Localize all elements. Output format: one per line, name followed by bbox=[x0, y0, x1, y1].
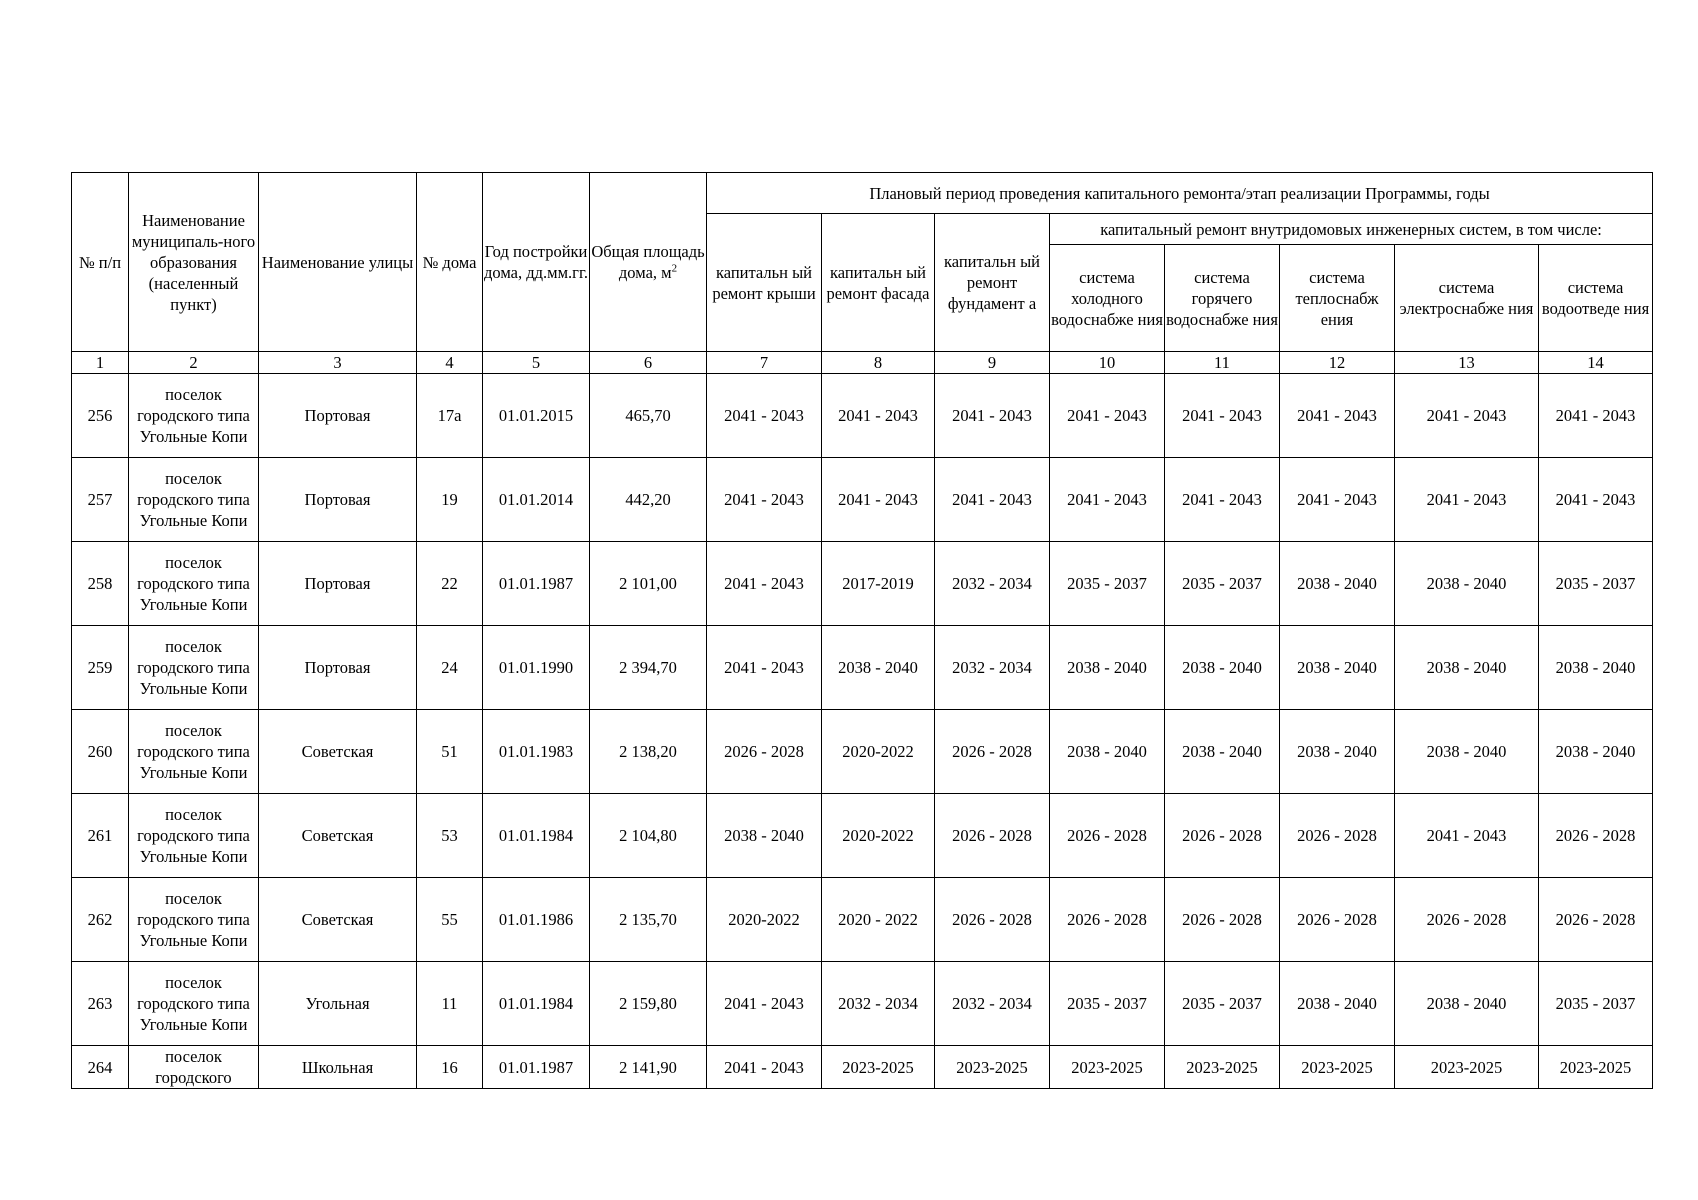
municipality-cell: поселок городского типа Угольные Копи bbox=[129, 458, 259, 542]
row-number: 261 bbox=[72, 794, 129, 878]
row-number: 256 bbox=[72, 374, 129, 458]
column-number: 12 bbox=[1280, 352, 1395, 374]
foundation-period-cell: 2041 - 2043 bbox=[935, 374, 1050, 458]
street-cell: Советская bbox=[259, 878, 417, 962]
electric-period-cell: 2041 - 2043 bbox=[1395, 374, 1539, 458]
area-cell: 2 138,20 bbox=[590, 710, 707, 794]
house-number-cell: 53 bbox=[417, 794, 483, 878]
roof-period-cell: 2041 - 2043 bbox=[707, 542, 822, 626]
table-row bbox=[72, 878, 1653, 962]
table-header bbox=[72, 173, 1653, 374]
build-year-cell: 01.01.2014 bbox=[483, 458, 590, 542]
column-number: 14 bbox=[1539, 352, 1653, 374]
header-street: Наименование улицы bbox=[259, 173, 417, 352]
table-row bbox=[72, 962, 1653, 1046]
street-cell: Портовая bbox=[259, 542, 417, 626]
cold-water-period-cell: 2026 - 2028 bbox=[1050, 878, 1165, 962]
facade-period-cell: 2041 - 2043 bbox=[822, 374, 935, 458]
cold-water-period-cell: 2041 - 2043 bbox=[1050, 458, 1165, 542]
house-number-cell: 24 bbox=[417, 626, 483, 710]
column-number: 8 bbox=[822, 352, 935, 374]
municipality-cell: поселок городского типа Угольные Копи bbox=[129, 710, 259, 794]
area-cell: 2 104,80 bbox=[590, 794, 707, 878]
hot-water-period-cell: 2023-2025 bbox=[1165, 1046, 1280, 1089]
street-cell: Школьная bbox=[259, 1046, 417, 1089]
house-number-cell: 17а bbox=[417, 374, 483, 458]
house-number-cell: 55 bbox=[417, 878, 483, 962]
hot-water-period-cell: 2035 - 2037 bbox=[1165, 542, 1280, 626]
hot-water-period-cell: 2041 - 2043 bbox=[1165, 458, 1280, 542]
row-number: 264 bbox=[72, 1046, 129, 1089]
row-number: 262 bbox=[72, 878, 129, 962]
roof-period-cell: 2041 - 2043 bbox=[707, 458, 822, 542]
roof-period-cell: 2041 - 2043 bbox=[707, 374, 822, 458]
sewer-period-cell: 2026 - 2028 bbox=[1539, 878, 1653, 962]
sewer-period-cell: 2041 - 2043 bbox=[1539, 374, 1653, 458]
area-cell: 2 141,90 bbox=[590, 1046, 707, 1089]
heating-period-cell: 2026 - 2028 bbox=[1280, 794, 1395, 878]
street-cell: Портовая bbox=[259, 374, 417, 458]
column-number: 3 bbox=[259, 352, 417, 374]
roof-period-cell: 2026 - 2028 bbox=[707, 710, 822, 794]
street-cell: Советская bbox=[259, 794, 417, 878]
column-number: 4 bbox=[417, 352, 483, 374]
sewer-period-cell: 2038 - 2040 bbox=[1539, 626, 1653, 710]
build-year-cell: 01.01.1987 bbox=[483, 542, 590, 626]
area-cell: 442,20 bbox=[590, 458, 707, 542]
electric-period-cell: 2038 - 2040 bbox=[1395, 542, 1539, 626]
sewer-period-cell: 2041 - 2043 bbox=[1539, 458, 1653, 542]
header-foundation: капитальн ый ремонт фундамент а bbox=[935, 214, 1050, 352]
table-row bbox=[72, 542, 1653, 626]
heating-period-cell: 2038 - 2040 bbox=[1280, 626, 1395, 710]
build-year-cell: 01.01.2015 bbox=[483, 374, 590, 458]
heating-period-cell: 2038 - 2040 bbox=[1280, 542, 1395, 626]
row-number: 263 bbox=[72, 962, 129, 1046]
column-number: 2 bbox=[129, 352, 259, 374]
foundation-period-cell: 2032 - 2034 bbox=[935, 962, 1050, 1046]
facade-period-cell: 2017-2019 bbox=[822, 542, 935, 626]
row-number: 259 bbox=[72, 626, 129, 710]
cold-water-period-cell: 2038 - 2040 bbox=[1050, 626, 1165, 710]
build-year-cell: 01.01.1984 bbox=[483, 962, 590, 1046]
street-cell: Портовая bbox=[259, 458, 417, 542]
build-year-cell: 01.01.1987 bbox=[483, 1046, 590, 1089]
roof-period-cell: 2041 - 2043 bbox=[707, 626, 822, 710]
row-number: 260 bbox=[72, 710, 129, 794]
hot-water-period-cell: 2035 - 2037 bbox=[1165, 962, 1280, 1046]
foundation-period-cell: 2032 - 2034 bbox=[935, 626, 1050, 710]
municipality-cell: поселок городского типа Угольные Копи bbox=[129, 374, 259, 458]
foundation-period-cell: 2023-2025 bbox=[935, 1046, 1050, 1089]
header-num: № п/п bbox=[72, 173, 129, 352]
facade-period-cell: 2032 - 2034 bbox=[822, 962, 935, 1046]
roof-period-cell: 2038 - 2040 bbox=[707, 794, 822, 878]
heating-period-cell: 2041 - 2043 bbox=[1280, 374, 1395, 458]
header-facade: капитальн ый ремонт фасада bbox=[822, 214, 935, 352]
street-cell: Угольная bbox=[259, 962, 417, 1046]
header-plan-period: Плановый период проведения капитального ремонта/этап реализации Программы, годы bbox=[707, 173, 1653, 214]
hot-water-period-cell: 2041 - 2043 bbox=[1165, 374, 1280, 458]
table-body bbox=[72, 374, 1653, 1089]
column-number: 7 bbox=[707, 352, 822, 374]
area-cell: 2 101,00 bbox=[590, 542, 707, 626]
header-municipality: Наименование муниципаль-ного образования (населенный пункт) bbox=[129, 173, 259, 352]
header-year: Год постройки дома, дд.мм.гг. bbox=[483, 173, 590, 352]
table-row bbox=[72, 374, 1653, 458]
municipality-cell: поселок городского типа Угольные Копи bbox=[129, 542, 259, 626]
facade-period-cell: 2020 - 2022 bbox=[822, 878, 935, 962]
heating-period-cell: 2026 - 2028 bbox=[1280, 878, 1395, 962]
header-roof: капитальн ый ремонт крыши bbox=[707, 214, 822, 352]
cold-water-period-cell: 2035 - 2037 bbox=[1050, 962, 1165, 1046]
header-engineering: капитальный ремонт внутридомовых инженерных систем, в том числе: bbox=[1050, 214, 1653, 245]
facade-period-cell: 2038 - 2040 bbox=[822, 626, 935, 710]
row-number: 258 bbox=[72, 542, 129, 626]
foundation-period-cell: 2041 - 2043 bbox=[935, 458, 1050, 542]
header-sewer: система водоотведе ния bbox=[1539, 245, 1653, 352]
header-hot-water: система горячего водоснабже ния bbox=[1165, 245, 1280, 352]
foundation-period-cell: 2026 - 2028 bbox=[935, 878, 1050, 962]
column-number: 6 bbox=[590, 352, 707, 374]
table-row bbox=[72, 626, 1653, 710]
roof-period-cell: 2041 - 2043 bbox=[707, 1046, 822, 1089]
street-cell: Портовая bbox=[259, 626, 417, 710]
roof-period-cell: 2041 - 2043 bbox=[707, 962, 822, 1046]
header-area-text: Общая площадь дома, м bbox=[591, 242, 705, 282]
house-number-cell: 19 bbox=[417, 458, 483, 542]
municipality-cell: поселок городского типа Угольные Копи bbox=[129, 794, 259, 878]
sewer-period-cell: 2035 - 2037 bbox=[1539, 542, 1653, 626]
cold-water-period-cell: 2023-2025 bbox=[1050, 1046, 1165, 1089]
column-number: 1 bbox=[72, 352, 129, 374]
table-row bbox=[72, 794, 1653, 878]
build-year-cell: 01.01.1984 bbox=[483, 794, 590, 878]
header-area-sup: 2 bbox=[671, 262, 678, 275]
municipality-cell: поселок городского bbox=[129, 1046, 259, 1089]
heating-period-cell: 2041 - 2043 bbox=[1280, 458, 1395, 542]
column-number: 9 bbox=[935, 352, 1050, 374]
column-number-row bbox=[72, 352, 1653, 374]
hot-water-period-cell: 2038 - 2040 bbox=[1165, 710, 1280, 794]
facade-period-cell: 2041 - 2043 bbox=[822, 458, 935, 542]
foundation-period-cell: 2026 - 2028 bbox=[935, 710, 1050, 794]
hot-water-period-cell: 2026 - 2028 bbox=[1165, 878, 1280, 962]
electric-period-cell: 2038 - 2040 bbox=[1395, 626, 1539, 710]
area-cell: 2 159,80 bbox=[590, 962, 707, 1046]
electric-period-cell: 2038 - 2040 bbox=[1395, 710, 1539, 794]
house-number-cell: 16 bbox=[417, 1046, 483, 1089]
row-number: 257 bbox=[72, 458, 129, 542]
header-cold-water: система холодного водоснабже ния bbox=[1050, 245, 1165, 352]
header-electric: система электроснабже ния bbox=[1395, 245, 1539, 352]
heating-period-cell: 2038 - 2040 bbox=[1280, 962, 1395, 1046]
header-house: № дома bbox=[417, 173, 483, 352]
column-number: 11 bbox=[1165, 352, 1280, 374]
area-cell: 465,70 bbox=[590, 374, 707, 458]
build-year-cell: 01.01.1983 bbox=[483, 710, 590, 794]
cold-water-period-cell: 2035 - 2037 bbox=[1050, 542, 1165, 626]
capital-repair-plan-table bbox=[71, 172, 1653, 1089]
electric-period-cell: 2041 - 2043 bbox=[1395, 458, 1539, 542]
area-cell: 2 394,70 bbox=[590, 626, 707, 710]
header-area bbox=[590, 173, 707, 352]
facade-period-cell: 2023-2025 bbox=[822, 1046, 935, 1089]
roof-period-cell: 2020-2022 bbox=[707, 878, 822, 962]
header-heating: система теплоснабж ения bbox=[1280, 245, 1395, 352]
house-number-cell: 51 bbox=[417, 710, 483, 794]
heating-period-cell: 2038 - 2040 bbox=[1280, 710, 1395, 794]
sewer-period-cell: 2035 - 2037 bbox=[1539, 962, 1653, 1046]
table-row bbox=[72, 710, 1653, 794]
facade-period-cell: 2020-2022 bbox=[822, 710, 935, 794]
sewer-period-cell: 2026 - 2028 bbox=[1539, 794, 1653, 878]
municipality-cell: поселок городского типа Угольные Копи bbox=[129, 878, 259, 962]
column-number: 13 bbox=[1395, 352, 1539, 374]
electric-period-cell: 2023-2025 bbox=[1395, 1046, 1539, 1089]
cold-water-period-cell: 2041 - 2043 bbox=[1050, 374, 1165, 458]
build-year-cell: 01.01.1986 bbox=[483, 878, 590, 962]
hot-water-period-cell: 2026 - 2028 bbox=[1165, 794, 1280, 878]
electric-period-cell: 2038 - 2040 bbox=[1395, 962, 1539, 1046]
cold-water-period-cell: 2026 - 2028 bbox=[1050, 794, 1165, 878]
column-number: 10 bbox=[1050, 352, 1165, 374]
table-row bbox=[72, 458, 1653, 542]
hot-water-period-cell: 2038 - 2040 bbox=[1165, 626, 1280, 710]
house-number-cell: 22 bbox=[417, 542, 483, 626]
house-number-cell: 11 bbox=[417, 962, 483, 1046]
sewer-period-cell: 2038 - 2040 bbox=[1539, 710, 1653, 794]
foundation-period-cell: 2026 - 2028 bbox=[935, 794, 1050, 878]
build-year-cell: 01.01.1990 bbox=[483, 626, 590, 710]
cold-water-period-cell: 2038 - 2040 bbox=[1050, 710, 1165, 794]
municipality-cell: поселок городского типа Угольные Копи bbox=[129, 962, 259, 1046]
column-number: 5 bbox=[483, 352, 590, 374]
foundation-period-cell: 2032 - 2034 bbox=[935, 542, 1050, 626]
area-cell: 2 135,70 bbox=[590, 878, 707, 962]
heating-period-cell: 2023-2025 bbox=[1280, 1046, 1395, 1089]
table-row bbox=[72, 1046, 1653, 1089]
street-cell: Советская bbox=[259, 710, 417, 794]
sewer-period-cell: 2023-2025 bbox=[1539, 1046, 1653, 1089]
electric-period-cell: 2026 - 2028 bbox=[1395, 878, 1539, 962]
municipality-cell: поселок городского типа Угольные Копи bbox=[129, 626, 259, 710]
electric-period-cell: 2041 - 2043 bbox=[1395, 794, 1539, 878]
facade-period-cell: 2020-2022 bbox=[822, 794, 935, 878]
